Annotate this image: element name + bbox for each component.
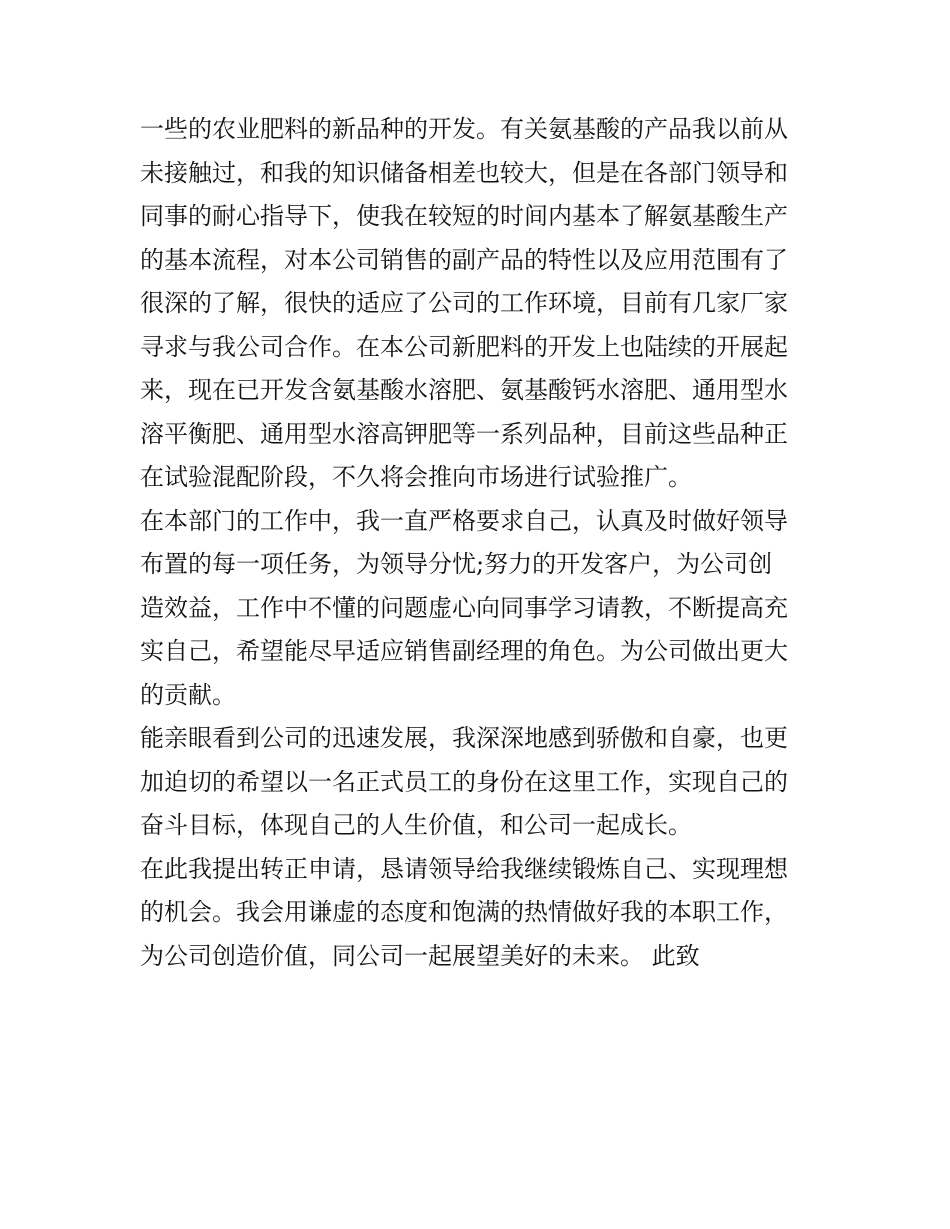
text-line: 寻求与我公司合作。在本公司新肥料的开发上也陆续的开展起 xyxy=(140,332,788,361)
body-text xyxy=(140,108,820,978)
text-line: 加迫切的希望以一名正式员工的身份在这里工作，实现自己的 xyxy=(140,767,788,796)
text-line: 的基本流程，对本公司销售的副产品的特性以及应用范围有了 xyxy=(140,245,788,274)
text-line: 在本部门的工作中，我一直严格要求自己，认真及时做好领导 xyxy=(140,506,788,535)
text-line: 实自己，希望能尽早适应销售副经理的角色。为公司做出更大 xyxy=(140,637,788,665)
text-line: 未接触过，和我的知识储备相差也较大，但是在各部门领导和 xyxy=(140,158,788,187)
text-line: 奋斗目标，体现自己的人生价值，和公司一起成长。 xyxy=(140,811,692,839)
text-line: 的机会。我会用谦虚的态度和饱满的热情做好我的本职工作， xyxy=(140,898,788,926)
text-line: 一些的农业肥料的新品种的开发。有关氨基酸的产品我以前从 xyxy=(140,115,788,143)
text-line: 为公司创造价值，同公司一起展望美好的未来。 此致 xyxy=(140,941,700,970)
text-line: 溶平衡肥、通用型水溶高钾肥等一系列品种，目前这些品种正 xyxy=(140,419,788,448)
text-line: 来，现在已开发含氨基酸水溶肥、氨基酸钙水溶肥、通用型水 xyxy=(140,376,788,404)
text-line: 布置的每一项任务，为领导分忧;努力的开发客户，为公司创 xyxy=(140,550,773,578)
text-line: 能亲眼看到公司的迅速发展，我深深地感到骄傲和自豪，也更 xyxy=(140,724,788,752)
text-line: 同事的耐心指导下，使我在较短的时间内基本了解氨基酸生产 xyxy=(140,202,788,230)
text-line: 在此我提出转正申请，恳请领导给我继续锻炼自己、实现理想 xyxy=(140,854,788,883)
text-line: 在试验混配阶段，不久将会推向市场进行试验推广。 xyxy=(140,463,692,491)
text-line: 的贡献。 xyxy=(140,680,236,709)
text-line: 造效益，工作中不懂的问题虚心向同事学习请教，不断提高充 xyxy=(140,593,788,622)
text-line: 很深的了解，很快的适应了公司的工作环境，目前有几家厂家 xyxy=(140,289,788,317)
